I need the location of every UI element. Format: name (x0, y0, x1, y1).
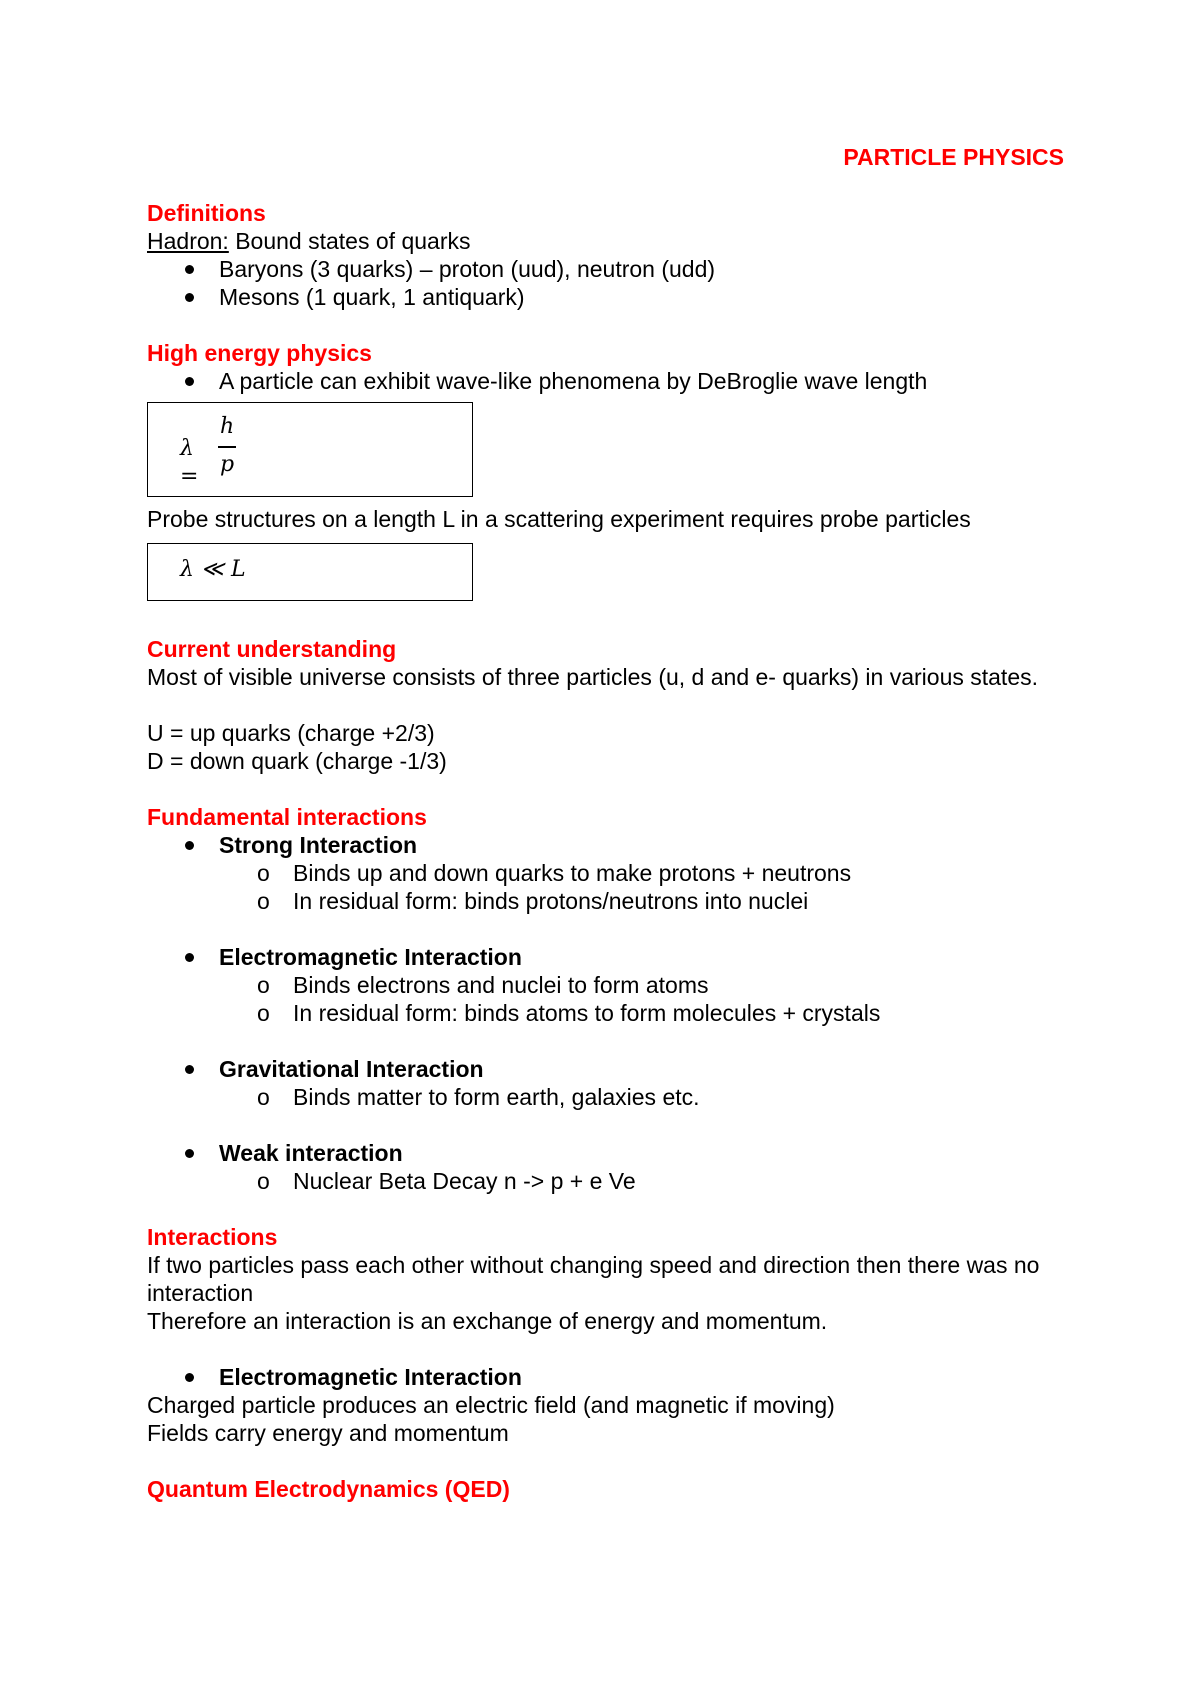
interactions-text-1: If two particles pass each other without changing speed and direction then there was no interaction (147, 1252, 1040, 1306)
current-heading: Current understanding (147, 636, 397, 662)
interactions-text-2: Therefore an interaction is an exchange of energy and momentum. (147, 1308, 828, 1334)
fundamental-list (147, 943, 1077, 971)
qed-heading: Quantum Electrodynamics (QED) (147, 1476, 510, 1502)
hadron-text: Bound states of quarks (228, 228, 471, 254)
list-item: Baryons (3 quarks) – proton (uud), neutron (udd) (147, 255, 1077, 283)
list-item: o Binds up and down quarks to make protons + neutrons (147, 859, 1077, 887)
fundamental-list (147, 831, 1077, 859)
high-energy-list (147, 367, 1077, 395)
list-item: Weak interaction (147, 1139, 1077, 1167)
list-item: Strong Interaction (147, 831, 1077, 859)
sub-list (147, 1083, 1077, 1111)
equation-lhs: λ = (180, 436, 199, 489)
fundamental-list (147, 1139, 1077, 1167)
list-item: o Binds electrons and nuclei to form atoms (147, 971, 1077, 999)
list-item: Mesons (1 quark, 1 antiquark) (147, 283, 1077, 311)
fraction-bar (218, 446, 236, 448)
hadron-term: Hadron: (147, 228, 229, 254)
list-item: o In residual form: binds protons/neutrons into nuclei (147, 887, 1077, 915)
equation-numerator: h (220, 414, 235, 439)
interactions-text-3: Charged particle produces an electric field (and magnetic if moving) (147, 1392, 835, 1418)
interactions-text-4: Fields carry energy and momentum (147, 1420, 509, 1446)
definitions-list (147, 255, 1077, 311)
page-title: PARTICLE PHYSICS (843, 144, 1064, 170)
list-item: o In residual form: binds atoms to form molecules + crystals (147, 999, 1077, 1027)
current-text: Most of visible universe consists of three particles (u, d and e- quarks) in various states. (147, 664, 1039, 690)
list-item: o Binds matter to form earth, galaxies etc. (147, 1083, 1077, 1111)
down-quark-line: D = down quark (charge -1/3) (147, 748, 447, 774)
list-item: Electromagnetic Interaction (147, 943, 1077, 971)
list-item: A particle can exhibit wave-like phenomena by DeBroglie wave length (147, 367, 1077, 395)
definitions-heading: Definitions (147, 200, 266, 226)
fundamental-heading: Fundamental interactions (147, 804, 427, 830)
interactions-list (147, 1363, 1077, 1391)
interactions-heading: Interactions (147, 1224, 278, 1250)
list-item: o Nuclear Beta Decay n -> p + e Ve (147, 1167, 1077, 1195)
wavelength-condition-box (147, 543, 473, 601)
high-energy-heading: High energy physics (147, 340, 372, 366)
wavelength-condition: λ ≪ L (180, 557, 246, 582)
probe-text: Probe structures on a length L in a scattering experiment requires probe particles (147, 506, 971, 532)
fundamental-list (147, 1055, 1077, 1083)
hadron-definition (147, 227, 1077, 255)
sub-list (147, 859, 1077, 915)
sub-list (147, 971, 1077, 1027)
equation-denominator: p (220, 452, 235, 477)
debroglie-equation-box (147, 402, 473, 497)
document-body (147, 199, 1077, 1503)
sub-list (147, 1167, 1077, 1195)
list-item: Electromagnetic Interaction (147, 1363, 1077, 1391)
list-item: Gravitational Interaction (147, 1055, 1077, 1083)
up-quark-line: U = up quarks (charge +2/3) (147, 720, 435, 746)
